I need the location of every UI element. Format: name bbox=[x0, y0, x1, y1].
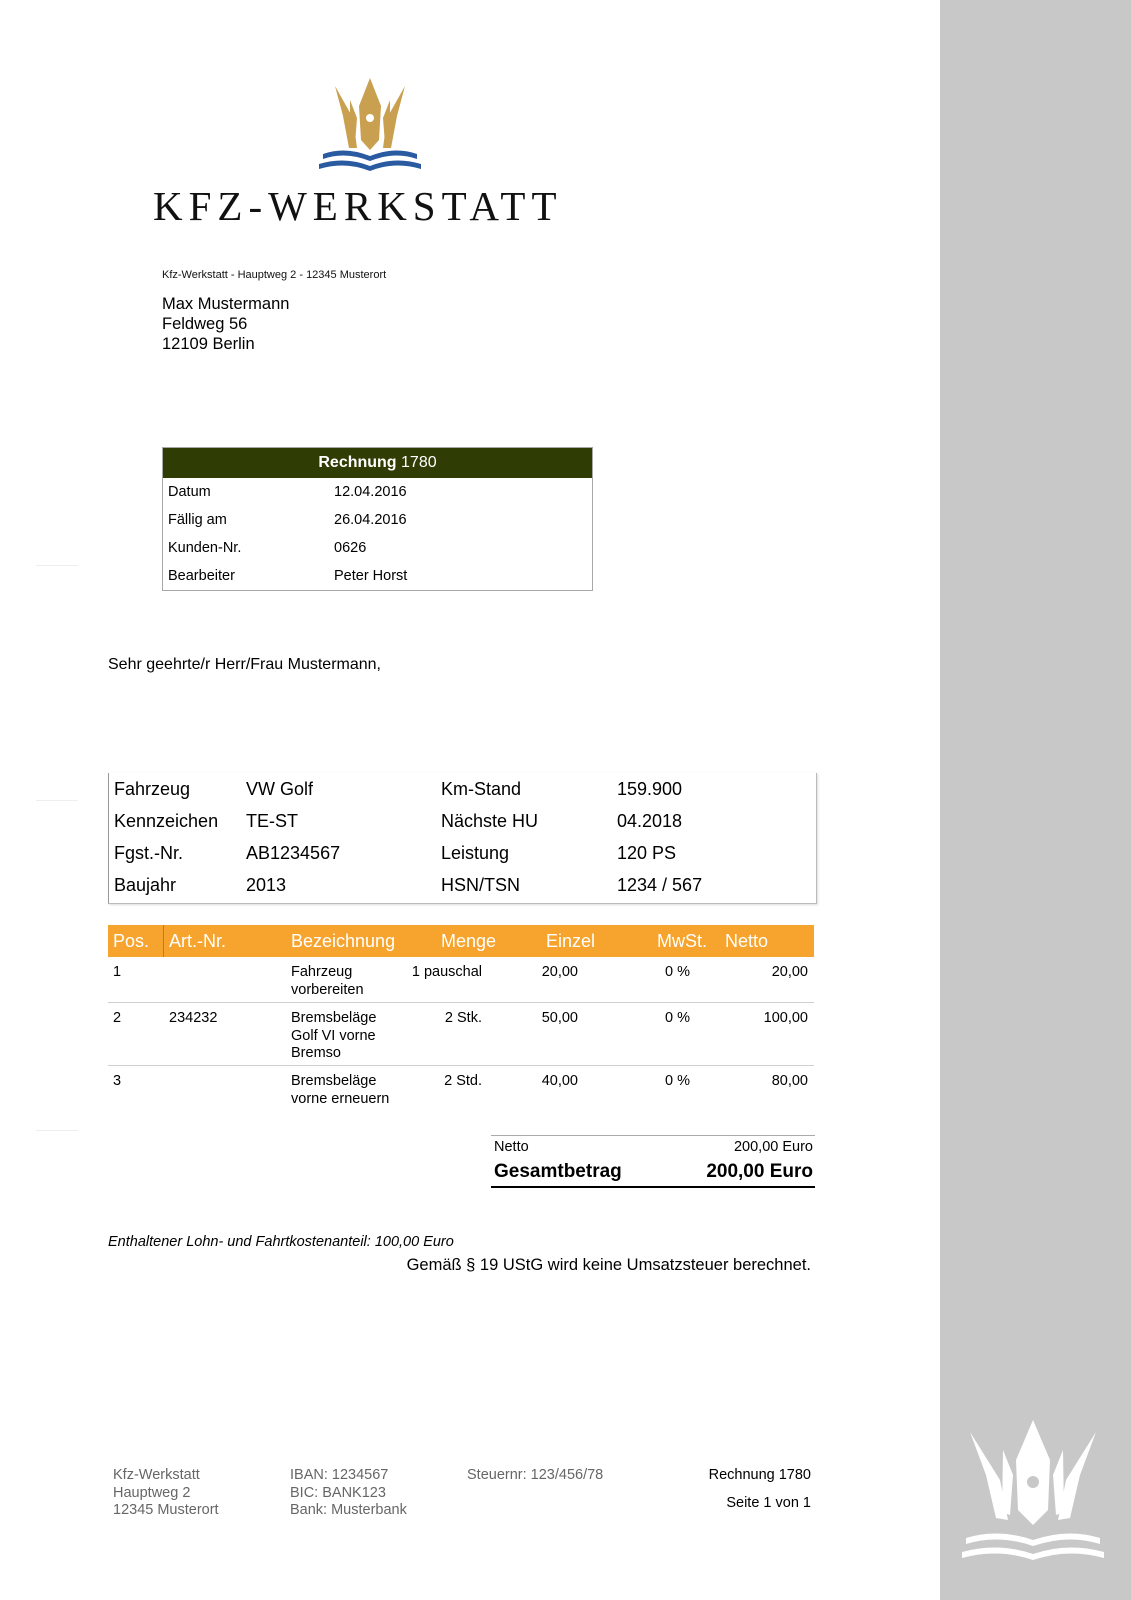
netto-label: Netto bbox=[494, 1139, 529, 1155]
cell-einzel: 40,00 bbox=[541, 1073, 578, 1089]
company-logo-icon bbox=[315, 78, 425, 178]
recipient-address bbox=[162, 294, 289, 354]
cell-einzel: 50,00 bbox=[541, 1010, 578, 1026]
vehicle-value: 159.900 bbox=[617, 779, 683, 799]
footer-address bbox=[113, 1467, 219, 1520]
footer-invoice-number: Rechnung 1780 bbox=[708, 1467, 811, 1483]
invoice-number: 1780 bbox=[401, 454, 437, 471]
vehicle-row bbox=[109, 837, 816, 869]
vehicle-label: Baujahr bbox=[114, 875, 177, 895]
cell-bez: Bremsbeläge Golf VI vorne Bremso bbox=[291, 1010, 377, 1061]
col-pos: Pos. bbox=[113, 931, 150, 951]
vehicle-label: HSN/TSN bbox=[441, 875, 521, 895]
table-row bbox=[108, 1073, 814, 1111]
invoice-row-value: 12.04.2016 bbox=[334, 484, 407, 500]
cell-menge: 2 Std. bbox=[444, 1073, 482, 1089]
invoice-row bbox=[163, 478, 592, 506]
vehicle-row bbox=[109, 869, 816, 901]
total-label: Gesamtbetrag bbox=[494, 1161, 622, 1182]
footer-line: Bank: Musterbank bbox=[290, 1502, 407, 1518]
col-art: Art.-Nr. bbox=[169, 931, 226, 951]
netto-row bbox=[491, 1136, 815, 1158]
footer-line: Hauptweg 2 bbox=[113, 1484, 191, 1501]
fold-mark bbox=[36, 1130, 78, 1131]
vehicle-value: TE-ST bbox=[246, 811, 298, 831]
vehicle-label: Fahrzeug bbox=[114, 779, 191, 799]
cell-menge: 1 pauschal bbox=[411, 964, 482, 980]
header-divider bbox=[163, 925, 164, 957]
company-name: KFZ-WERKSTATT bbox=[153, 183, 563, 229]
vehicle-label: Fgst.-Nr. bbox=[114, 843, 184, 863]
total-row bbox=[491, 1158, 815, 1188]
invoice-row-value: 0626 bbox=[334, 540, 367, 556]
table-row bbox=[108, 964, 814, 1003]
cell-mwst: 0 % bbox=[665, 1010, 690, 1026]
cell-netto: 100,00 bbox=[763, 1010, 808, 1026]
items-table-header bbox=[108, 925, 814, 957]
cell-einzel: 20,00 bbox=[541, 964, 578, 980]
vehicle-label: Km-Stand bbox=[441, 779, 522, 799]
vehicle-label: Kennzeichen bbox=[114, 811, 219, 831]
watermark-logo-icon bbox=[958, 1420, 1108, 1570]
vehicle-row bbox=[109, 805, 816, 837]
cell-mwst: 0 % bbox=[665, 1073, 690, 1089]
invoice-row-label: Fällig am bbox=[168, 512, 227, 528]
footer-bank bbox=[290, 1467, 407, 1520]
footer-line: Kfz-Werkstatt bbox=[113, 1467, 200, 1483]
invoice-row-label: Bearbeiter bbox=[168, 568, 235, 584]
invoice-row-value: 26.04.2016 bbox=[334, 512, 407, 528]
vehicle-info-box bbox=[108, 773, 817, 904]
total-value: 200,00 Euro bbox=[706, 1161, 813, 1182]
invoice-row bbox=[163, 506, 592, 534]
invoice-title: Rechnung bbox=[318, 454, 397, 471]
totals-box bbox=[491, 1135, 815, 1188]
invoice-row-label: Datum bbox=[168, 484, 211, 500]
cell-pos: 2 bbox=[113, 1010, 122, 1026]
col-bez: Bezeichnung bbox=[291, 931, 396, 951]
tax-note: Gemäß § 19 UStG wird keine Umsatzsteuer berechnet. bbox=[406, 1256, 811, 1274]
cell-art: 234232 bbox=[169, 1010, 218, 1026]
cell-bez: Bremsbeläge vorne erneuern bbox=[291, 1073, 390, 1107]
recipient-name: Max Mustermann bbox=[162, 295, 290, 313]
cell-mwst: 0 % bbox=[665, 964, 690, 980]
invoice-row bbox=[163, 534, 592, 562]
table-row bbox=[108, 1010, 814, 1066]
cell-netto: 80,00 bbox=[771, 1073, 808, 1089]
cell-pos: 3 bbox=[113, 1073, 122, 1089]
invoice-row bbox=[163, 562, 592, 590]
vehicle-value: AB1234567 bbox=[246, 843, 341, 863]
footer-line: BIC: BANK123 bbox=[290, 1484, 386, 1501]
invoice-info-box bbox=[162, 447, 593, 591]
netto-value: 200,00 Euro bbox=[733, 1139, 813, 1155]
col-netto: Netto bbox=[725, 931, 769, 951]
right-sidebar bbox=[940, 0, 1131, 1600]
labor-cost-note: Enthaltener Lohn- und Fahrtkostenanteil: 100,00 Euro bbox=[108, 1234, 454, 1250]
cell-pos: 1 bbox=[113, 964, 122, 980]
footer-tax bbox=[467, 1467, 603, 1485]
invoice-row-label: Kunden-Nr. bbox=[168, 540, 242, 556]
sender-line: Kfz-Werkstatt - Hauptweg 2 - 12345 Musterort bbox=[162, 269, 387, 281]
vehicle-value: 1234 / 567 bbox=[617, 875, 703, 895]
footer-line: 12345 Musterort bbox=[113, 1502, 219, 1518]
col-mwst: MwSt. bbox=[657, 931, 708, 951]
recipient-city: 12109 Berlin bbox=[162, 335, 255, 353]
cell-bez: Fahrzeug vorbereiten bbox=[291, 964, 364, 998]
footer-line: IBAN: 1234567 bbox=[290, 1467, 389, 1483]
invoice-header bbox=[163, 448, 592, 478]
salutation: Sehr geehrte/r Herr/Frau Mustermann, bbox=[108, 656, 381, 673]
vehicle-row bbox=[109, 773, 816, 805]
page-number: Seite 1 von 1 bbox=[726, 1494, 811, 1511]
vehicle-value: 120 PS bbox=[617, 843, 677, 863]
recipient-street: Feldweg 56 bbox=[162, 315, 248, 333]
vehicle-value: 04.2018 bbox=[617, 811, 683, 831]
vehicle-value: VW Golf bbox=[246, 779, 314, 799]
vehicle-value: 2013 bbox=[246, 875, 287, 895]
fold-mark bbox=[36, 565, 78, 566]
col-menge: Menge bbox=[441, 931, 497, 951]
cell-menge: 2 Stk. bbox=[444, 1010, 482, 1026]
footer-line: Steuernr: 123/456/78 bbox=[467, 1467, 604, 1483]
vehicle-label: Leistung bbox=[441, 843, 510, 863]
col-einzel: Einzel bbox=[546, 931, 596, 951]
invoice-row-value: Peter Horst bbox=[334, 568, 408, 584]
fold-mark bbox=[36, 800, 78, 801]
vehicle-label: Nächste HU bbox=[441, 811, 539, 831]
footer-invoice-ref bbox=[709, 1467, 811, 1512]
cell-netto: 20,00 bbox=[771, 964, 808, 980]
